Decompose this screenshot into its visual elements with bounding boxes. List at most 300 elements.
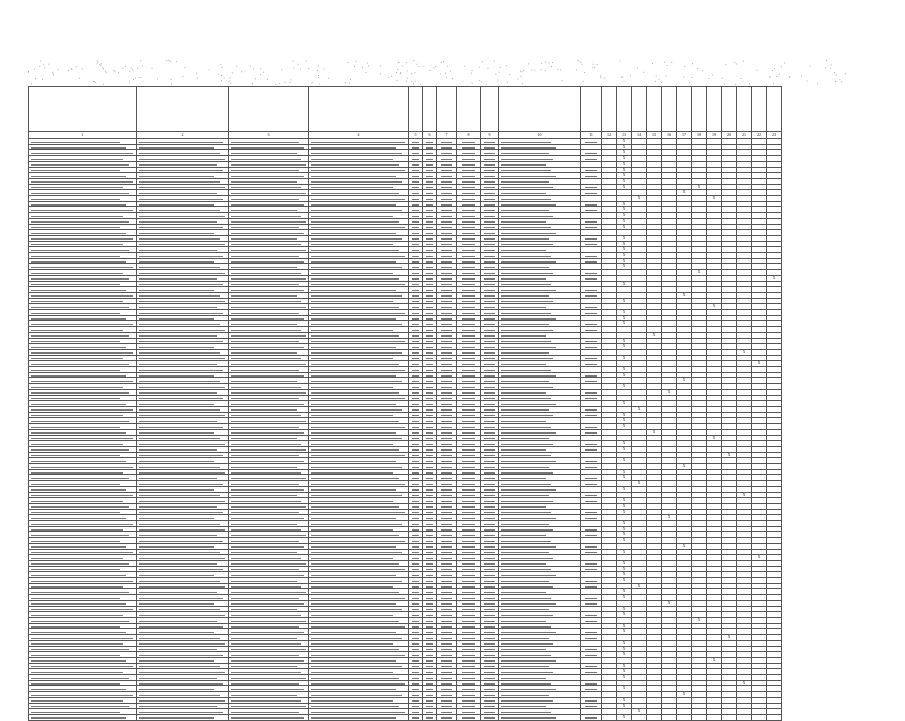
illegible-number bbox=[441, 364, 452, 365]
table-cell bbox=[423, 714, 437, 720]
table-cell bbox=[722, 714, 737, 720]
scan-speck bbox=[406, 62, 407, 63]
illegible-text bbox=[31, 318, 126, 319]
illegible-text bbox=[231, 467, 297, 468]
illegible-number bbox=[426, 370, 434, 371]
illegible-text bbox=[139, 609, 220, 610]
scan-speck bbox=[123, 68, 124, 69]
scan-speck bbox=[400, 73, 401, 74]
illegible-text bbox=[501, 330, 553, 331]
scan-speck bbox=[171, 84, 172, 85]
illegible-number bbox=[412, 598, 420, 599]
illegible-text bbox=[31, 153, 133, 154]
illegible-number bbox=[426, 518, 434, 519]
illegible-number bbox=[412, 238, 420, 239]
illegible-number bbox=[462, 244, 476, 245]
illegible-number bbox=[441, 164, 452, 165]
illegible-text bbox=[231, 478, 306, 479]
illegible-number bbox=[412, 364, 420, 365]
scan-speck bbox=[129, 71, 130, 72]
illegible-text bbox=[501, 649, 546, 650]
illegible-text bbox=[231, 660, 304, 661]
illegible-text bbox=[311, 375, 396, 376]
illegible-number bbox=[441, 512, 452, 513]
illegible-text bbox=[139, 421, 217, 422]
illegible-text bbox=[501, 501, 553, 502]
column-header bbox=[632, 87, 647, 132]
illegible-text bbox=[311, 238, 402, 239]
planned-mark: X bbox=[617, 703, 632, 709]
scan-speck bbox=[549, 62, 550, 63]
illegible-number bbox=[462, 467, 476, 468]
illegible-number bbox=[462, 706, 476, 707]
planned-mark: X bbox=[617, 144, 632, 150]
illegible-text bbox=[501, 290, 556, 291]
illegible-number bbox=[462, 181, 476, 182]
illegible-text bbox=[139, 290, 214, 291]
illegible-text bbox=[311, 695, 402, 696]
illegible-number bbox=[441, 181, 452, 182]
planned-mark: X bbox=[617, 646, 632, 652]
scan-speck bbox=[773, 83, 774, 84]
scan-speck bbox=[580, 62, 581, 63]
planned-mark: X bbox=[677, 543, 692, 549]
illegible-number bbox=[441, 301, 452, 302]
header-scan-noise bbox=[28, 60, 878, 86]
illegible-text bbox=[311, 216, 393, 217]
illegible-text bbox=[139, 352, 220, 353]
illegible-text bbox=[311, 313, 405, 314]
illegible-text bbox=[501, 455, 551, 456]
illegible-number bbox=[426, 301, 434, 302]
planned-mark: X bbox=[617, 589, 632, 595]
illegible-number bbox=[426, 427, 434, 428]
planned-mark: X bbox=[617, 458, 632, 464]
illegible-number bbox=[426, 278, 434, 279]
scan-speck bbox=[781, 66, 782, 67]
illegible-number bbox=[441, 438, 452, 439]
illegible-number bbox=[426, 484, 434, 485]
illegible-text bbox=[139, 717, 214, 718]
illegible-number bbox=[484, 278, 494, 279]
planned-mark: X bbox=[617, 384, 632, 390]
illegible-number bbox=[441, 575, 452, 576]
illegible-number bbox=[441, 352, 452, 353]
illegible-text bbox=[231, 375, 304, 376]
illegible-number bbox=[441, 176, 452, 177]
scan-speck bbox=[522, 83, 523, 84]
illegible-number bbox=[462, 672, 476, 673]
illegible-text bbox=[311, 278, 399, 279]
illegible-text bbox=[501, 609, 549, 610]
illegible-number bbox=[441, 409, 452, 410]
scan-speck bbox=[328, 78, 329, 79]
illegible-number bbox=[412, 164, 420, 165]
illegible-number bbox=[484, 501, 494, 502]
planned-mark: X bbox=[707, 657, 722, 663]
illegible-text bbox=[139, 278, 217, 279]
illegible-text bbox=[501, 581, 549, 582]
illegible-text bbox=[501, 689, 556, 690]
scan-speck bbox=[222, 67, 223, 68]
illegible-text bbox=[311, 581, 402, 582]
illegible-text bbox=[311, 415, 393, 416]
illegible-text bbox=[501, 695, 549, 696]
scan-speck bbox=[49, 64, 50, 65]
illegible-number bbox=[412, 603, 420, 604]
illegible-text bbox=[31, 409, 133, 410]
illegible-number bbox=[412, 552, 420, 553]
illegible-number bbox=[426, 187, 434, 188]
illegible-number bbox=[484, 512, 494, 513]
illegible-text bbox=[139, 484, 223, 485]
illegible-text bbox=[231, 358, 301, 359]
illegible-text bbox=[139, 170, 223, 171]
scan-speck bbox=[103, 84, 104, 85]
register-table bbox=[28, 86, 782, 721]
illegible-number bbox=[412, 387, 420, 388]
scan-speck bbox=[630, 75, 631, 76]
illegible-text bbox=[231, 170, 299, 171]
table-cell bbox=[677, 714, 692, 720]
illegible-text bbox=[139, 626, 223, 627]
column-number: 13 bbox=[617, 132, 632, 139]
scan-speck bbox=[831, 65, 832, 66]
scan-speck bbox=[471, 73, 472, 74]
scan-speck bbox=[171, 79, 172, 80]
illegible-number bbox=[484, 216, 494, 217]
planned-mark: X bbox=[617, 549, 632, 555]
illegible-number bbox=[484, 495, 494, 496]
illegible-number bbox=[412, 592, 420, 593]
illegible-text bbox=[231, 341, 299, 342]
illegible-number bbox=[426, 170, 434, 171]
scan-speck bbox=[845, 73, 846, 74]
illegible-text bbox=[501, 717, 556, 718]
scan-speck bbox=[53, 74, 54, 75]
illegible-number bbox=[441, 335, 452, 336]
illegible-text bbox=[139, 313, 223, 314]
scan-speck bbox=[441, 62, 442, 63]
illegible-text bbox=[501, 518, 556, 519]
illegible-number bbox=[441, 655, 452, 656]
illegible-text bbox=[311, 358, 393, 359]
scan-speck bbox=[135, 78, 136, 79]
illegible-text bbox=[139, 284, 223, 285]
illegible-number bbox=[585, 142, 597, 143]
illegible-number bbox=[441, 626, 452, 627]
illegible-number bbox=[412, 449, 420, 450]
illegible-number bbox=[426, 678, 434, 679]
illegible-text bbox=[501, 335, 546, 336]
illegible-number bbox=[412, 717, 420, 718]
illegible-text bbox=[311, 187, 393, 188]
illegible-number bbox=[585, 598, 597, 599]
illegible-number bbox=[412, 501, 420, 502]
illegible-number bbox=[412, 216, 420, 217]
illegible-text bbox=[31, 381, 133, 382]
column-header bbox=[481, 87, 499, 132]
illegible-number bbox=[484, 552, 494, 553]
illegible-text bbox=[501, 598, 551, 599]
illegible-text bbox=[31, 427, 120, 428]
illegible-number bbox=[462, 592, 476, 593]
planned-mark: X bbox=[617, 338, 632, 344]
scan-speck bbox=[584, 72, 585, 73]
illegible-text bbox=[31, 142, 120, 143]
illegible-text bbox=[231, 284, 299, 285]
illegible-text bbox=[139, 438, 220, 439]
illegible-text bbox=[231, 313, 299, 314]
illegible-text bbox=[231, 427, 299, 428]
illegible-number bbox=[426, 409, 434, 410]
illegible-text bbox=[31, 700, 123, 701]
scan-speck bbox=[97, 64, 98, 65]
illegible-text bbox=[231, 455, 299, 456]
scan-speck bbox=[776, 76, 777, 77]
illegible-number bbox=[585, 461, 597, 462]
illegible-number bbox=[484, 581, 494, 582]
illegible-number bbox=[585, 569, 597, 570]
scan-speck bbox=[683, 77, 684, 78]
illegible-text bbox=[501, 472, 553, 473]
illegible-text bbox=[231, 301, 301, 302]
illegible-number bbox=[462, 415, 476, 416]
scan-speck bbox=[93, 81, 94, 82]
planned-mark: X bbox=[617, 675, 632, 681]
scan-speck bbox=[350, 79, 351, 80]
scan-speck bbox=[757, 70, 758, 71]
illegible-text bbox=[31, 626, 120, 627]
illegible-text bbox=[139, 552, 220, 553]
illegible-text bbox=[139, 295, 220, 296]
illegible-number bbox=[484, 626, 494, 627]
illegible-number bbox=[426, 695, 434, 696]
illegible-text bbox=[31, 489, 126, 490]
illegible-number bbox=[412, 227, 420, 228]
illegible-text bbox=[501, 256, 551, 257]
table-row bbox=[29, 714, 782, 720]
illegible-text bbox=[501, 187, 553, 188]
illegible-text bbox=[501, 358, 553, 359]
illegible-number bbox=[412, 153, 420, 154]
illegible-number bbox=[441, 615, 452, 616]
illegible-number bbox=[585, 552, 597, 553]
illegible-number bbox=[441, 210, 452, 211]
illegible-number bbox=[462, 586, 476, 587]
illegible-text bbox=[231, 421, 306, 422]
illegible-text bbox=[311, 535, 399, 536]
scan-speck bbox=[318, 75, 319, 76]
scan-speck bbox=[157, 79, 158, 80]
illegible-number bbox=[441, 609, 452, 610]
illegible-number bbox=[484, 330, 494, 331]
illegible-number bbox=[441, 529, 452, 530]
scan-speck bbox=[415, 72, 416, 73]
illegible-text bbox=[231, 210, 297, 211]
illegible-text bbox=[31, 375, 126, 376]
illegible-text bbox=[31, 256, 120, 257]
illegible-number bbox=[462, 615, 476, 616]
illegible-text bbox=[311, 649, 399, 650]
illegible-text bbox=[231, 193, 306, 194]
illegible-text bbox=[311, 467, 402, 468]
scan-speck bbox=[220, 64, 221, 65]
illegible-number bbox=[585, 341, 597, 342]
illegible-text bbox=[501, 261, 556, 262]
illegible-text bbox=[501, 233, 556, 234]
illegible-number bbox=[462, 455, 476, 456]
illegible-text bbox=[501, 655, 551, 656]
illegible-number bbox=[462, 546, 476, 547]
illegible-number bbox=[426, 506, 434, 507]
illegible-text bbox=[501, 170, 551, 171]
illegible-text bbox=[139, 261, 214, 262]
illegible-number bbox=[426, 295, 434, 296]
illegible-number bbox=[426, 261, 434, 262]
scan-speck bbox=[71, 68, 72, 69]
illegible-number bbox=[412, 678, 420, 679]
illegible-number bbox=[484, 621, 494, 622]
planned-mark: X bbox=[617, 469, 632, 475]
scan-speck bbox=[68, 70, 69, 71]
illegible-number bbox=[426, 147, 434, 148]
illegible-number bbox=[484, 193, 494, 194]
scan-speck bbox=[830, 68, 831, 69]
illegible-number bbox=[441, 581, 452, 582]
illegible-text bbox=[31, 586, 123, 587]
illegible-number bbox=[484, 267, 494, 268]
scan-speck bbox=[743, 61, 744, 62]
illegible-number bbox=[484, 569, 494, 570]
planned-mark: X bbox=[662, 389, 677, 395]
illegible-text bbox=[501, 273, 553, 274]
scan-speck bbox=[298, 64, 299, 65]
planned-mark: X bbox=[692, 184, 707, 190]
scan-speck bbox=[652, 63, 653, 64]
scan-speck bbox=[53, 74, 54, 75]
illegible-number bbox=[426, 267, 434, 268]
scan-speck bbox=[141, 77, 142, 78]
scan-speck bbox=[101, 63, 102, 64]
scan-speck bbox=[419, 66, 420, 67]
illegible-number bbox=[484, 432, 494, 433]
illegible-number bbox=[462, 655, 476, 656]
illegible-text bbox=[231, 495, 297, 496]
illegible-number bbox=[462, 204, 476, 205]
illegible-number bbox=[426, 244, 434, 245]
illegible-number bbox=[441, 643, 452, 644]
illegible-number bbox=[585, 535, 597, 536]
illegible-text bbox=[139, 495, 220, 496]
illegible-text bbox=[31, 495, 133, 496]
scan-speck bbox=[76, 66, 77, 67]
column-number: 6 bbox=[423, 132, 437, 139]
illegible-number bbox=[426, 233, 434, 234]
illegible-number bbox=[426, 649, 434, 650]
illegible-number bbox=[426, 603, 434, 604]
illegible-number bbox=[412, 199, 420, 200]
illegible-number bbox=[412, 695, 420, 696]
illegible-number bbox=[426, 307, 434, 308]
illegible-number bbox=[412, 415, 420, 416]
illegible-number bbox=[462, 341, 476, 342]
illegible-text bbox=[31, 569, 120, 570]
illegible-text bbox=[139, 330, 225, 331]
illegible-text bbox=[31, 472, 123, 473]
illegible-number bbox=[585, 427, 597, 428]
illegible-number bbox=[412, 295, 420, 296]
scan-speck bbox=[105, 71, 106, 72]
illegible-number bbox=[412, 712, 420, 713]
illegible-number bbox=[484, 518, 494, 519]
illegible-number bbox=[585, 495, 597, 496]
illegible-number bbox=[412, 404, 420, 405]
scan-speck bbox=[407, 78, 408, 79]
illegible-number bbox=[412, 683, 420, 684]
illegible-number bbox=[462, 364, 476, 365]
illegible-number bbox=[462, 147, 476, 148]
illegible-number bbox=[412, 529, 420, 530]
scan-speck bbox=[396, 72, 397, 73]
illegible-text bbox=[31, 438, 133, 439]
planned-mark: X bbox=[617, 623, 632, 629]
illegible-text bbox=[501, 409, 549, 410]
illegible-text bbox=[231, 535, 306, 536]
scan-speck bbox=[31, 84, 32, 85]
illegible-number bbox=[426, 324, 434, 325]
illegible-number bbox=[426, 204, 434, 205]
scan-speck bbox=[397, 69, 398, 70]
illegible-text bbox=[139, 455, 223, 456]
scan-speck bbox=[770, 76, 771, 77]
illegible-number bbox=[426, 672, 434, 673]
illegible-text bbox=[501, 142, 551, 143]
column-number: 19 bbox=[707, 132, 722, 139]
illegible-text bbox=[501, 313, 551, 314]
illegible-number bbox=[412, 267, 420, 268]
illegible-number bbox=[441, 535, 452, 536]
illegible-number bbox=[412, 313, 420, 314]
illegible-number bbox=[484, 706, 494, 707]
illegible-text bbox=[311, 267, 402, 268]
table-cell bbox=[767, 714, 782, 720]
illegible-text bbox=[139, 643, 225, 644]
illegible-number bbox=[462, 444, 476, 445]
illegible-text bbox=[501, 626, 551, 627]
illegible-number bbox=[585, 706, 597, 707]
illegible-number bbox=[484, 546, 494, 547]
illegible-number bbox=[585, 261, 597, 262]
illegible-number bbox=[441, 598, 452, 599]
illegible-text bbox=[31, 187, 123, 188]
illegible-text bbox=[31, 689, 126, 690]
illegible-number bbox=[484, 324, 494, 325]
illegible-text bbox=[311, 455, 405, 456]
illegible-text bbox=[139, 529, 225, 530]
illegible-number bbox=[484, 159, 494, 160]
illegible-number bbox=[484, 273, 494, 274]
column-header bbox=[692, 87, 707, 132]
scan-speck bbox=[479, 80, 480, 81]
illegible-text bbox=[231, 278, 306, 279]
scan-speck bbox=[558, 69, 559, 70]
illegible-text bbox=[139, 535, 217, 536]
illegible-text bbox=[501, 318, 556, 319]
planned-mark: X bbox=[677, 292, 692, 298]
planned-mark: X bbox=[617, 178, 632, 184]
illegible-number bbox=[585, 655, 597, 656]
